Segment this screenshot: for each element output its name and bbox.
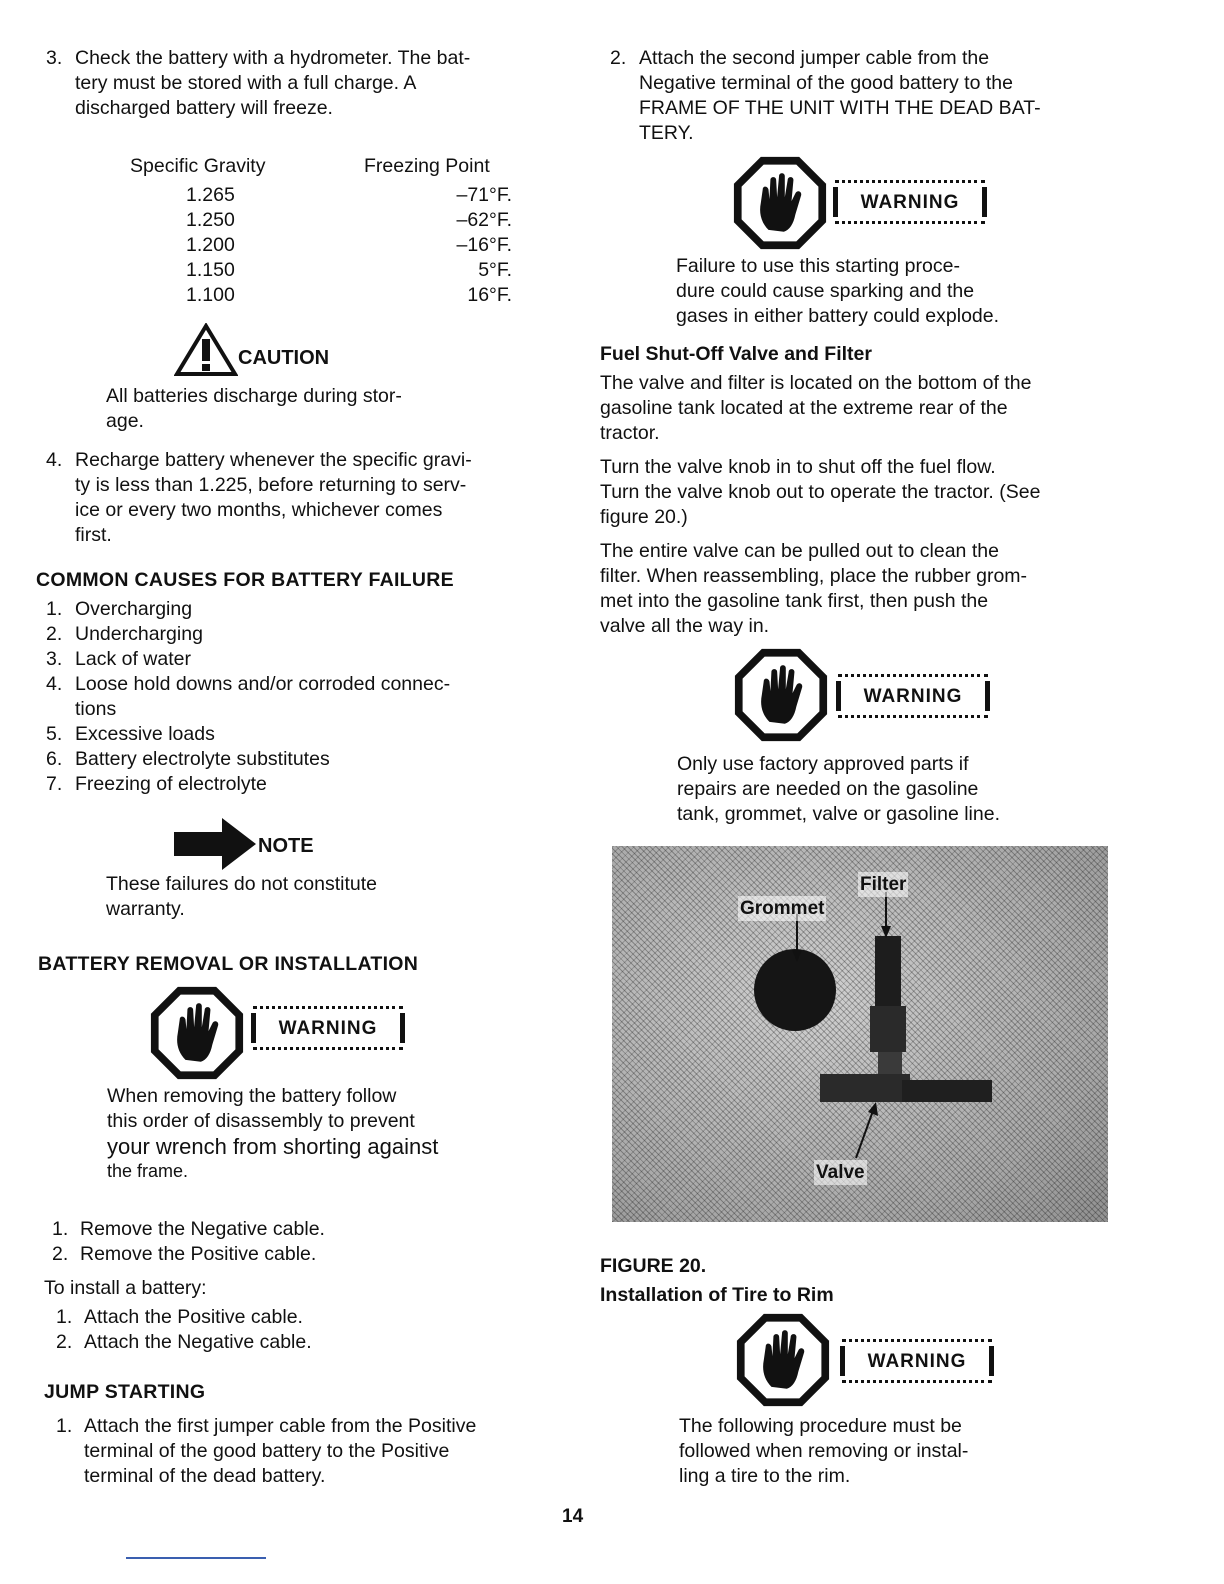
warning-label: WARNING bbox=[842, 1339, 992, 1383]
item-text: tery must be stored with a full charge. A bbox=[75, 72, 417, 94]
paragraph-line: gasoline tank located at the extreme rear of the bbox=[600, 397, 1008, 419]
tire-heading: Installation of Tire to Rim bbox=[600, 1284, 834, 1306]
warning-line: your wrench from shorting against bbox=[107, 1134, 439, 1159]
item-text: Check the battery with a hydrometer. The bat- bbox=[75, 47, 471, 69]
removal-warning-text bbox=[107, 1084, 473, 1184]
list-item bbox=[56, 1305, 476, 1330]
sg-value: 1.250 bbox=[186, 209, 235, 231]
note-text bbox=[106, 872, 470, 922]
item-text: Recharge battery whenever the specific gravi- bbox=[75, 449, 472, 471]
stop-hand-icon bbox=[732, 155, 828, 251]
table-header: Specific Gravity bbox=[130, 155, 266, 177]
warning-line: Failure to use this starting proce- bbox=[676, 255, 960, 277]
warning-line: gases in either battery could explode. bbox=[676, 305, 1000, 327]
list-item bbox=[46, 672, 546, 722]
fp-value: –62°F. bbox=[456, 209, 512, 231]
table-row bbox=[130, 183, 550, 208]
item-text: Remove the Negative cable. bbox=[80, 1218, 325, 1240]
item-number: 4. bbox=[46, 449, 63, 471]
list-item bbox=[46, 647, 546, 672]
warning-line: this order of disassembly to prevent bbox=[107, 1110, 415, 1132]
fp-value: 5°F. bbox=[478, 259, 512, 281]
install-steps bbox=[56, 1305, 476, 1355]
item-text: terminal of the dead battery. bbox=[84, 1465, 326, 1487]
item-text: Battery electrolyte substitutes bbox=[75, 748, 330, 770]
paragraph-line: filter. When reassembling, place the rubber grom- bbox=[600, 565, 1028, 587]
causes-list bbox=[46, 597, 546, 797]
warning-text bbox=[677, 752, 1057, 827]
sg-value: 1.265 bbox=[186, 184, 235, 206]
item-text: terminal of the good battery to the Positive bbox=[84, 1440, 450, 1462]
item-number: 1. bbox=[52, 1218, 69, 1240]
item-text: Undercharging bbox=[75, 623, 203, 645]
install-intro: To install a battery: bbox=[44, 1277, 207, 1299]
item-number: 7. bbox=[46, 773, 63, 795]
warning-line: followed when removing or instal- bbox=[679, 1440, 969, 1462]
valve-label: Valve bbox=[816, 1162, 865, 1183]
warning-line: tank, grommet, valve or gasoline line. bbox=[677, 803, 1000, 825]
stop-hand-icon bbox=[733, 647, 829, 743]
specific-gravity-table bbox=[130, 154, 550, 314]
fp-value: –16°F. bbox=[456, 234, 512, 256]
paragraph-line: valve all the way in. bbox=[600, 615, 770, 637]
sg-value: 1.200 bbox=[186, 234, 235, 256]
list-item bbox=[52, 1217, 472, 1242]
jump-heading: JUMP STARTING bbox=[44, 1381, 206, 1403]
paragraph-line: met into the gasoline tank first, then push the bbox=[600, 590, 989, 612]
item-text: Attach the Positive cable. bbox=[84, 1306, 303, 1328]
warning-line: repairs are needed on the gasoline bbox=[677, 778, 979, 800]
note-label: NOTE bbox=[258, 835, 314, 857]
jump-step-1 bbox=[56, 1414, 550, 1489]
item-text: Attach the Negative cable. bbox=[84, 1331, 312, 1353]
tire-warning-text bbox=[679, 1414, 1049, 1489]
fuel-paragraph bbox=[600, 539, 1106, 639]
item-text: TERY. bbox=[639, 122, 694, 144]
warning-label: WARNING bbox=[253, 1006, 403, 1050]
stop-hand-icon bbox=[149, 985, 245, 1081]
table-row bbox=[130, 283, 550, 308]
figure-caption: FIGURE 20. bbox=[600, 1255, 707, 1277]
note-line: These failures do not constitute bbox=[106, 873, 377, 895]
list-item bbox=[52, 1242, 472, 1267]
list-item bbox=[46, 597, 546, 622]
note-line: warranty. bbox=[106, 898, 185, 920]
list-item bbox=[56, 1330, 476, 1355]
item-number: 2. bbox=[610, 47, 627, 69]
warning-text bbox=[676, 254, 1056, 329]
item-text: first. bbox=[75, 524, 112, 546]
item-number: 1. bbox=[56, 1306, 73, 1328]
fuel-paragraph bbox=[600, 371, 1106, 446]
battery-check-item bbox=[46, 46, 546, 121]
item-text: Negative terminal of the good battery to the bbox=[639, 72, 1013, 94]
sg-value: 1.100 bbox=[186, 284, 235, 306]
item-text: discharged battery will freeze. bbox=[75, 97, 333, 119]
grommet-label: Grommet bbox=[740, 898, 825, 919]
item-text: Attach the second jumper cable from the bbox=[639, 47, 990, 69]
warning-label: WARNING bbox=[835, 180, 985, 224]
table-header: Freezing Point bbox=[364, 155, 490, 177]
list-item bbox=[46, 722, 546, 747]
caution-icon bbox=[174, 323, 238, 377]
paragraph-line: figure 20.) bbox=[600, 506, 688, 528]
table-row bbox=[130, 233, 550, 258]
page-number: 14 bbox=[562, 1506, 584, 1527]
valve-photo bbox=[612, 846, 1108, 1222]
fp-value: –71°F. bbox=[456, 184, 512, 206]
item-number: 3. bbox=[46, 47, 63, 69]
arrow-right-icon bbox=[172, 816, 258, 872]
item-text: FRAME OF THE UNIT WITH THE DEAD BAT- bbox=[639, 97, 1041, 119]
item-text: Remove the Positive cable. bbox=[80, 1243, 317, 1265]
jump-step-2 bbox=[610, 46, 1106, 146]
fuel-heading: Fuel Shut-Off Valve and Filter bbox=[600, 343, 872, 365]
item-text: Lack of water bbox=[75, 648, 191, 670]
paragraph-line: tractor. bbox=[600, 422, 660, 444]
paragraph-line: Turn the valve knob in to shut off the fuel flow. bbox=[600, 456, 996, 478]
warning-line: The following procedure must be bbox=[679, 1415, 962, 1437]
item-number: 2. bbox=[52, 1243, 69, 1265]
caution-line: age. bbox=[106, 410, 144, 432]
list-item bbox=[46, 622, 546, 647]
removal-heading: BATTERY REMOVAL OR INSTALLATION bbox=[38, 953, 419, 975]
item-number: 2. bbox=[56, 1331, 73, 1353]
list-item bbox=[46, 772, 546, 797]
item-number: 2. bbox=[46, 623, 63, 645]
warning-line: ling a tire to the rim. bbox=[679, 1465, 851, 1487]
item-text: Freezing of electrolyte bbox=[75, 773, 267, 795]
item-number: 5. bbox=[46, 723, 63, 745]
item-text: Loose hold downs and/or corroded connec- bbox=[75, 673, 451, 695]
sg-value: 1.150 bbox=[186, 259, 235, 281]
recharge-item bbox=[46, 448, 546, 548]
warning-line: When removing the battery follow bbox=[107, 1085, 397, 1107]
item-number: 4. bbox=[46, 673, 63, 695]
item-number: 3. bbox=[46, 648, 63, 670]
paragraph-line: The entire valve can be pulled out to clean the bbox=[600, 540, 999, 562]
caution-text bbox=[106, 384, 472, 434]
remove-steps bbox=[52, 1217, 472, 1267]
paragraph-line: Turn the valve knob out to operate the tractor. (See bbox=[600, 481, 1041, 503]
item-text: Excessive loads bbox=[75, 723, 215, 745]
paragraph-line: The valve and filter is located on the bottom of the bbox=[600, 372, 1032, 394]
item-text: ice or every two months, whichever comes bbox=[75, 499, 443, 521]
fuel-paragraph bbox=[600, 455, 1106, 530]
fp-value: 16°F. bbox=[467, 284, 512, 306]
caution-line: All batteries discharge during stor- bbox=[106, 385, 402, 407]
item-text: tions bbox=[75, 698, 117, 720]
warning-line: dure could cause sparking and the bbox=[676, 280, 975, 302]
list-item bbox=[46, 747, 546, 772]
caution-label: CAUTION bbox=[238, 347, 330, 369]
item-number: 1. bbox=[46, 598, 63, 620]
warning-line: Only use factory approved parts if bbox=[677, 753, 969, 775]
item-text: ty is less than 1.225, before returning to serv- bbox=[75, 474, 467, 496]
filter-label: Filter bbox=[860, 874, 907, 895]
stop-hand-icon bbox=[735, 1312, 831, 1408]
footer-rule bbox=[126, 1557, 266, 1559]
item-number: 1. bbox=[56, 1415, 73, 1437]
table-row bbox=[130, 208, 550, 233]
warning-line: the frame. bbox=[107, 1161, 189, 1181]
item-text: Attach the first jumper cable from the Positive bbox=[84, 1415, 477, 1437]
causes-heading: COMMON CAUSES FOR BATTERY FAILURE bbox=[36, 569, 454, 591]
item-text: Overcharging bbox=[75, 598, 193, 620]
table-row bbox=[130, 258, 550, 283]
item-number: 6. bbox=[46, 748, 63, 770]
warning-label: WARNING bbox=[838, 674, 988, 718]
